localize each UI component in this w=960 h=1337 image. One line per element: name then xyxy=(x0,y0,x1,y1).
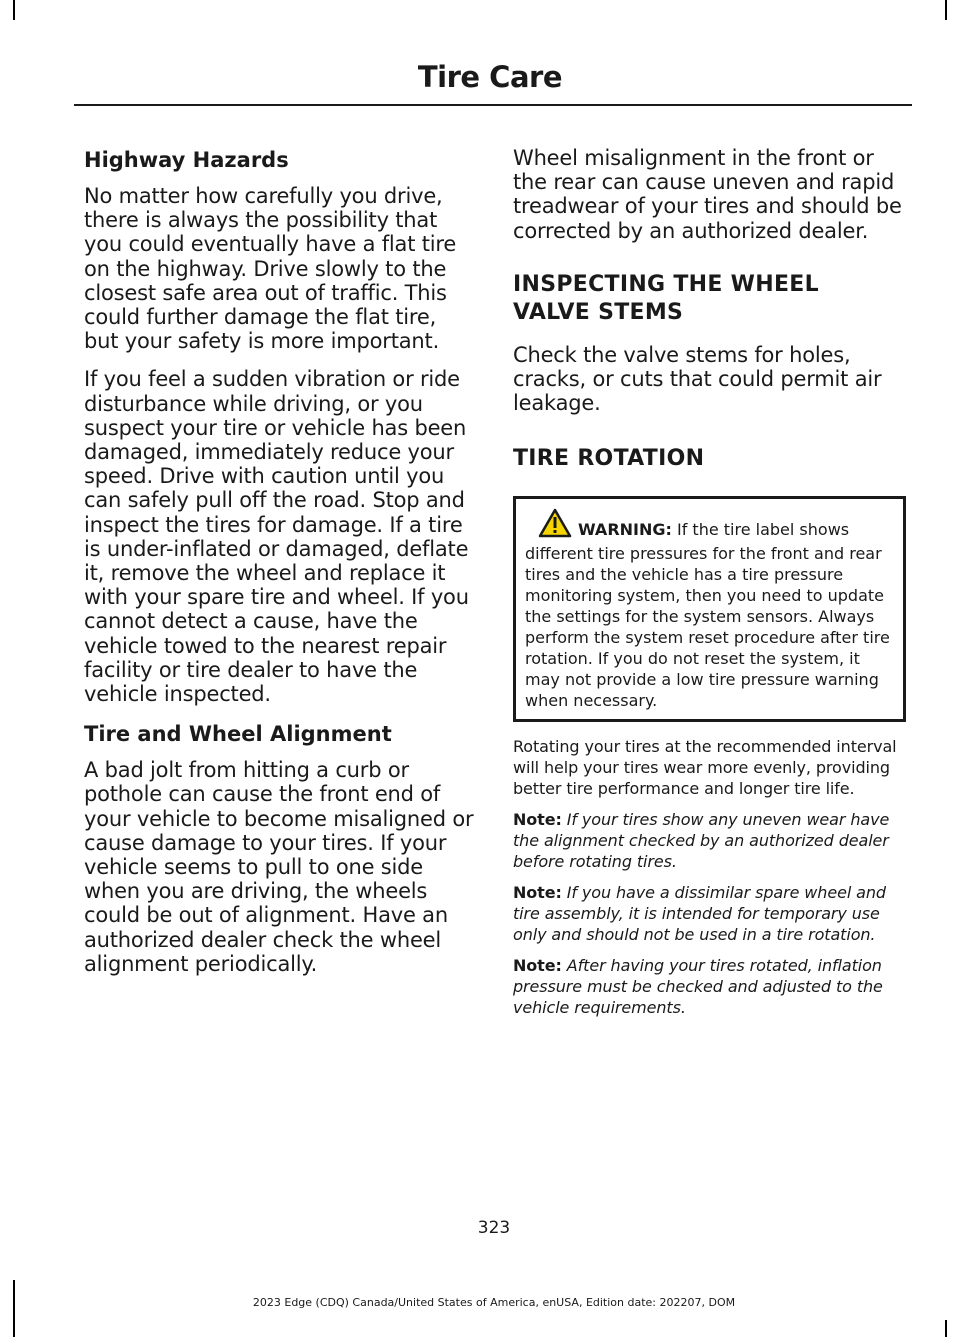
valve-stems-paragraph: Check the valve stems for holes, cracks, or cuts that could permit air leakage. xyxy=(513,342,882,416)
warning-label: WARNING: xyxy=(578,520,672,540)
left-column xyxy=(84,146,476,990)
valve-stems-heading-line-1: INSPECTING THE WHEEL xyxy=(513,271,819,297)
rotation-paragraph: Rotating your tires at the recommended interval will help your tires wear more evenly, providing better tire performance and longer tire life. xyxy=(513,737,897,799)
note-label: Note: xyxy=(513,810,562,830)
warning-triangle-icon xyxy=(538,508,572,543)
note-text: After having your tires rotated, inflation pressure must be checked and adjusted to the vehicle requirements. xyxy=(513,956,883,1018)
page-title: Tire Care xyxy=(417,60,562,94)
header-rule xyxy=(74,104,912,106)
tire-rotation-heading: TIRE ROTATION xyxy=(513,446,705,472)
page-number: 323 xyxy=(477,1218,511,1238)
right-column xyxy=(513,146,906,1028)
alignment-heading: Tire and Wheel Alignment xyxy=(84,722,392,747)
note-3 xyxy=(513,955,906,1018)
crop-mark-bottom-right xyxy=(945,1320,947,1337)
highway-paragraph-1: No matter how carefully you drive, there is always the possibility that you could eventually have a flat tire on the highway. Drive slowly to the closest safe area out of traffic. This could further damage the flat tire, but your safety is more important. xyxy=(84,184,457,354)
highway-hazards-heading: Highway Hazards xyxy=(84,148,289,172)
alignment-paragraph: A bad jolt from hitting a curb or pothole can cause the front end of your vehicle to become misaligned or cause damage to your tires. If your vehicle seems to pull to one side when you are driving, the wheels could be out of alignment. Have an authorized dealer check the wheel alignment periodically. xyxy=(84,758,474,976)
crop-mark-top-right xyxy=(945,0,947,20)
warning-box xyxy=(513,496,906,722)
note-2 xyxy=(513,882,906,945)
note-text: If you have a dissimilar spare wheel and tire assembly, it is intended for temporary use only and should not be used in a tire rotation. xyxy=(513,883,886,945)
footer-edition: 2023 Edge (CDQ) Canada/United States of America, enUSA, Edition date: 202207, DOM xyxy=(252,1296,736,1309)
misalignment-paragraph: Wheel misalignment in the front or the rear can cause uneven and rapid treadwear of your tires and should be corrected by an authorized dealer. xyxy=(513,146,902,243)
valve-stems-heading-line-2: VALVE STEMS xyxy=(513,299,684,325)
highway-paragraph-2: If you feel a sudden vibration or ride disturbance while driving, or you suspect your tire or vehicle has been damaged, immediately reduce your speed. Drive with caution until you can safely pull off the road. Stop and inspect the tires for damage. If a tire is under-inflated or damaged, deflate it, remove the wheel and replace it with your spare tire and wheel. If you cannot detect a cause, have the vehicle towed to the nearest repair facility or tire dealer to have the vehicle inspected. xyxy=(84,367,469,707)
note-label: Note: xyxy=(513,956,562,976)
note-label: Note: xyxy=(513,883,562,903)
warning-text: If the tire label shows different tire pressures for the front and rear tires and the vehicle has a tire pressure monitoring system, then you need to update the settings for the system sensors. Always perform the system reset procedure after tire rotation. If you do not reset the system, it may not provide a low tire pressure warning when necessary. xyxy=(525,520,890,711)
note-1 xyxy=(513,809,906,872)
crop-mark-top-left xyxy=(13,0,15,20)
note-text: If your tires show any uneven wear have the alignment checked by an authorized dealer before rotating tires. xyxy=(513,810,890,872)
